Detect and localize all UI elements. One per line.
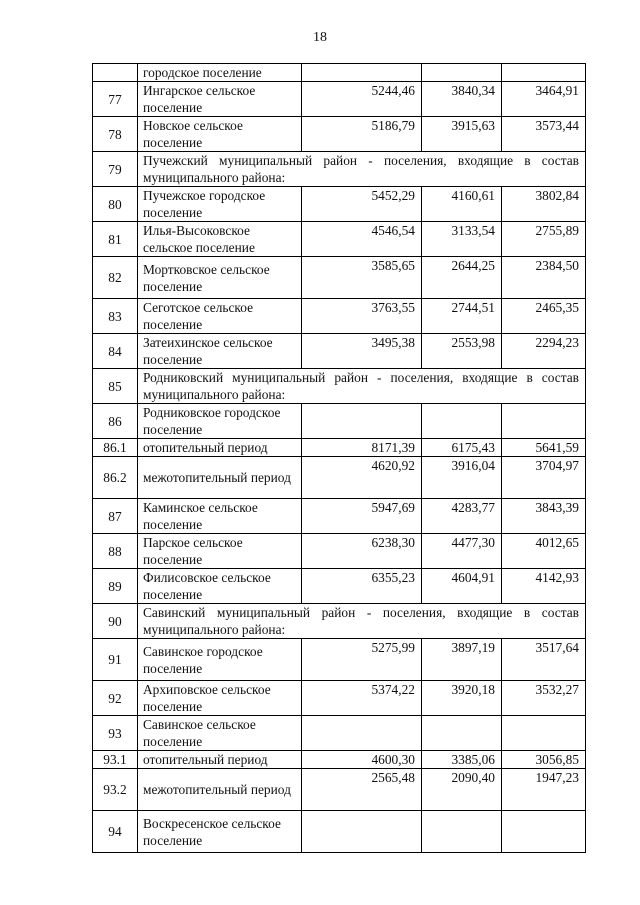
row-number: 86.1 (93, 439, 138, 457)
value-cell-1: 5452,29 (302, 187, 422, 222)
row-number (93, 64, 138, 82)
value-cell-1: 2565,48 (302, 769, 422, 811)
value-cell-2: 3920,18 (422, 681, 502, 716)
table-row (93, 187, 586, 222)
value-cell-1: 8171,39 (302, 439, 422, 457)
value-cell-2: 2744,51 (422, 299, 502, 334)
value-cell-3: 2755,89 (502, 222, 586, 257)
value-cell-3: 2465,35 (502, 299, 586, 334)
row-number: 94 (93, 811, 138, 853)
value-cell-1: 5275,99 (302, 639, 422, 681)
settlement-name: городское поселение (138, 64, 302, 82)
settlement-name: Филисовское сельское поселение (138, 569, 302, 604)
row-number: 89 (93, 569, 138, 604)
row-number: 91 (93, 639, 138, 681)
value-cell-2 (422, 811, 502, 853)
table-row (93, 811, 586, 853)
value-cell-3: 2294,23 (502, 334, 586, 369)
table-row (93, 457, 586, 499)
value-cell-2: 4160,61 (422, 187, 502, 222)
row-number: 92 (93, 681, 138, 716)
value-cell-1: 4620,92 (302, 457, 422, 499)
row-number: 86.2 (93, 457, 138, 499)
settlement-name: Ингарское сельское поселение (138, 82, 302, 117)
value-cell-1 (302, 716, 422, 751)
row-number: 86 (93, 404, 138, 439)
value-cell-1: 6355,23 (302, 569, 422, 604)
value-cell-2: 3133,54 (422, 222, 502, 257)
settlement-name: Воскресенское сельское поселение (138, 811, 302, 853)
value-cell-1: 5374,22 (302, 681, 422, 716)
value-cell-2: 2090,40 (422, 769, 502, 811)
value-cell-3: 3532,27 (502, 681, 586, 716)
value-cell-2: 6175,43 (422, 439, 502, 457)
table-row (93, 117, 586, 152)
section-heading: Савинский муниципальный район - поселения, входящие в состав муниципального района: (138, 604, 586, 639)
section-heading: Родниковский муниципальный район - поселения, входящие в состав муниципального района: (138, 369, 586, 404)
value-cell-1: 3585,65 (302, 257, 422, 299)
value-cell-3: 4142,93 (502, 569, 586, 604)
value-cell-2 (422, 404, 502, 439)
table-row (93, 64, 586, 82)
table-row (93, 769, 586, 811)
value-cell-1: 3763,55 (302, 299, 422, 334)
value-cell-2: 3916,04 (422, 457, 502, 499)
row-number: 80 (93, 187, 138, 222)
value-cell-2 (422, 716, 502, 751)
row-number: 83 (93, 299, 138, 334)
settlement-name: Родниковское городское поселение (138, 404, 302, 439)
table-row (93, 534, 586, 569)
settlement-name: межотопительный период (138, 769, 302, 811)
section-heading: Пучежский муниципальный район - поселения, входящие в состав муниципального района: (138, 152, 586, 187)
table-row (93, 499, 586, 534)
value-cell-2: 4604,91 (422, 569, 502, 604)
value-cell-3: 3056,85 (502, 751, 586, 769)
value-cell-2: 4283,77 (422, 499, 502, 534)
row-number: 81 (93, 222, 138, 257)
table-row (93, 569, 586, 604)
value-cell-2: 3385,06 (422, 751, 502, 769)
value-cell-3: 3573,44 (502, 117, 586, 152)
value-cell-2: 3840,34 (422, 82, 502, 117)
page-number: 18 (313, 30, 327, 45)
table-row (93, 257, 586, 299)
row-number: 85 (93, 369, 138, 404)
settlement-name: отопительный период (138, 751, 302, 769)
table-row (93, 751, 586, 769)
value-cell-1 (302, 811, 422, 853)
settlement-name: Новское сельское поселение (138, 117, 302, 152)
value-cell-3: 2384,50 (502, 257, 586, 299)
row-number: 78 (93, 117, 138, 152)
table-row (93, 716, 586, 751)
row-number: 87 (93, 499, 138, 534)
settlement-name: межотопительный период (138, 457, 302, 499)
value-cell-1 (302, 64, 422, 82)
table-row (93, 82, 586, 117)
value-cell-2: 3897,19 (422, 639, 502, 681)
settlement-name: Мортковское сельское поселение (138, 257, 302, 299)
value-cell-1: 4546,54 (302, 222, 422, 257)
row-number: 90 (93, 604, 138, 639)
value-cell-1: 5186,79 (302, 117, 422, 152)
settlement-name: отопительный период (138, 439, 302, 457)
settlement-name: Пучежское городское поселение (138, 187, 302, 222)
settlement-name: Затеихинское сельское поселение (138, 334, 302, 369)
table-row (93, 639, 586, 681)
value-cell-3: 3843,39 (502, 499, 586, 534)
value-cell-3: 3517,64 (502, 639, 586, 681)
table-row (93, 604, 586, 639)
value-cell-2: 2553,98 (422, 334, 502, 369)
settlement-name: Архиповское сельское поселение (138, 681, 302, 716)
row-number: 84 (93, 334, 138, 369)
table-body (93, 64, 586, 853)
value-cell-3: 1947,23 (502, 769, 586, 811)
value-cell-3: 3802,84 (502, 187, 586, 222)
table-row (93, 299, 586, 334)
value-cell-3 (502, 716, 586, 751)
row-number: 93 (93, 716, 138, 751)
settlements-table (92, 63, 586, 853)
value-cell-3 (502, 811, 586, 853)
value-cell-2: 2644,25 (422, 257, 502, 299)
settlement-name: Илья-Высоковское сельское поселение (138, 222, 302, 257)
value-cell-2: 4477,30 (422, 534, 502, 569)
table-row (93, 369, 586, 404)
value-cell-3 (502, 64, 586, 82)
table-row (93, 222, 586, 257)
table-row (93, 404, 586, 439)
value-cell-1: 5947,69 (302, 499, 422, 534)
settlement-name: Каминское сельское поселение (138, 499, 302, 534)
value-cell-1: 6238,30 (302, 534, 422, 569)
value-cell-3: 4012,65 (502, 534, 586, 569)
value-cell-3 (502, 404, 586, 439)
table-row (93, 439, 586, 457)
table-row (93, 681, 586, 716)
value-cell-1 (302, 404, 422, 439)
settlement-name: Савинское городское поселение (138, 639, 302, 681)
row-number: 93.2 (93, 769, 138, 811)
value-cell-3: 3464,91 (502, 82, 586, 117)
value-cell-2 (422, 64, 502, 82)
table-row (93, 152, 586, 187)
value-cell-3: 3704,97 (502, 457, 586, 499)
row-number: 93.1 (93, 751, 138, 769)
value-cell-1: 3495,38 (302, 334, 422, 369)
settlement-name: Савинское сельское поселение (138, 716, 302, 751)
value-cell-1: 5244,46 (302, 82, 422, 117)
row-number: 77 (93, 82, 138, 117)
value-cell-1: 4600,30 (302, 751, 422, 769)
table-row (93, 334, 586, 369)
row-number: 88 (93, 534, 138, 569)
settlement-name: Парское сельское поселение (138, 534, 302, 569)
row-number: 79 (93, 152, 138, 187)
value-cell-2: 3915,63 (422, 117, 502, 152)
settlement-name: Сеготское сельское поселение (138, 299, 302, 334)
row-number: 82 (93, 257, 138, 299)
value-cell-3: 5641,59 (502, 439, 586, 457)
